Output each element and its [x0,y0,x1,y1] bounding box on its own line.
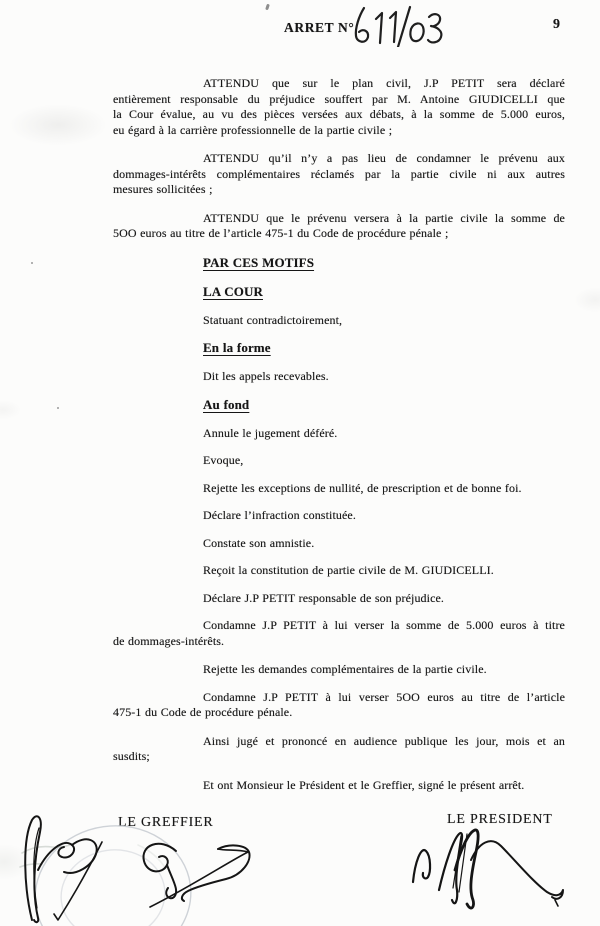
section-heading [113,284,565,300]
greffier-initials-drawing [130,835,270,915]
text-line: 475-1 du Code de procédure pénale. [113,705,293,719]
text-block [113,734,565,765]
text-line: Au fond [203,396,250,412]
greffier-label: LE GREFFIER [118,815,214,830]
text-block [113,536,565,552]
text-line: entièrement responsable du préjudice souffert par M. Antoine GIUDICELLI que [113,91,565,106]
scan-speck [265,4,270,11]
text-line: dommages-intérêts complémentaires réclamés par la partie civile ni aux autres [113,166,565,181]
scan-speck [31,262,33,264]
scan-speck [57,407,59,409]
text-block [113,778,565,794]
text-line: Et ont Monsieur le Président et le Greffier, signé le présent arrêt. [203,777,525,792]
text-line: ATTENDU que le prévenu versera à la partie civile la somme de [203,210,565,225]
text-block [113,690,565,721]
text-block [113,313,565,329]
section-heading [113,255,565,271]
text-line: En la forme [203,340,271,355]
text-block [113,211,565,242]
text-block [113,369,565,385]
text-block [113,151,565,198]
text-line: eu égard à la carrière professionnelle de la partie civile ; [113,122,393,137]
text-line: Rejette les exceptions de nullité, de prescription et de bonne foi. [203,480,522,495]
text-line: susdits; [113,749,150,763]
text-line: Evoque, [203,453,244,467]
text-line: ATTENDU qu’il n’y a pas lieu de condamner le prévenu aux [203,151,565,165]
text-block [113,426,565,442]
text-line: mesures sollicitées ; [113,182,213,196]
text-line: Reçoit la constitution de partie civile de M. GIUDICELLI. [203,563,494,577]
text-line: Statuant contradictoirement, [203,312,343,327]
text-block [113,481,565,497]
president-signature-drawing [405,820,600,926]
text-line: PAR CES MOTIFS [203,254,315,270]
text-block [113,76,565,138]
text-block [113,618,565,649]
document-body [113,76,565,805]
text-line: Rejette les demandes complémentaires de la partie civile. [203,662,487,676]
text-line: Condamne J.P PETIT à lui verser la somme de 5.000 euros à titre [203,618,565,632]
text-line: Déclare J.P PETIT responsable de son préjudice. [203,590,445,605]
text-line: Annule le jugement déféré. [203,425,338,440]
text-line: la Cour évalue, au vu des pièces versées aux débats, à la somme de 5.000 euros, [113,107,565,121]
text-line: Dit les appels recevables. [203,369,329,383]
text-block [113,591,565,607]
text-line: Condamne J.P PETIT à lui verser 5OO euros au titre de l’article [203,689,565,704]
text-line: Constate son amnistie. [203,535,315,550]
text-line: Déclare l’infraction constituée. [203,508,356,522]
text-line: 5OO euros au titre de l’article 475-1 du Code de procédure pénale ; [113,226,449,240]
section-heading [113,340,565,356]
text-line: de dommages-intérêts. [113,633,225,648]
text-block [113,563,565,579]
arret-number-handwritten [348,3,448,47]
page-number: 9 [553,17,560,32]
text-line: Ainsi jugé et prononcé en audience publique les jour, mois et an [203,733,565,748]
text-block [113,662,565,678]
text-block [113,508,565,524]
president-label: LE PRESIDENT [447,812,553,827]
arret-number-label: ARRET N° [284,20,355,35]
text-line: LA COUR [203,283,263,299]
text-line: ATTENDU que sur le plan civil, J.P PETIT sera déclaré [203,76,565,90]
greffier-signature-drawing [10,812,130,926]
section-heading [113,397,565,413]
text-block [113,453,565,469]
